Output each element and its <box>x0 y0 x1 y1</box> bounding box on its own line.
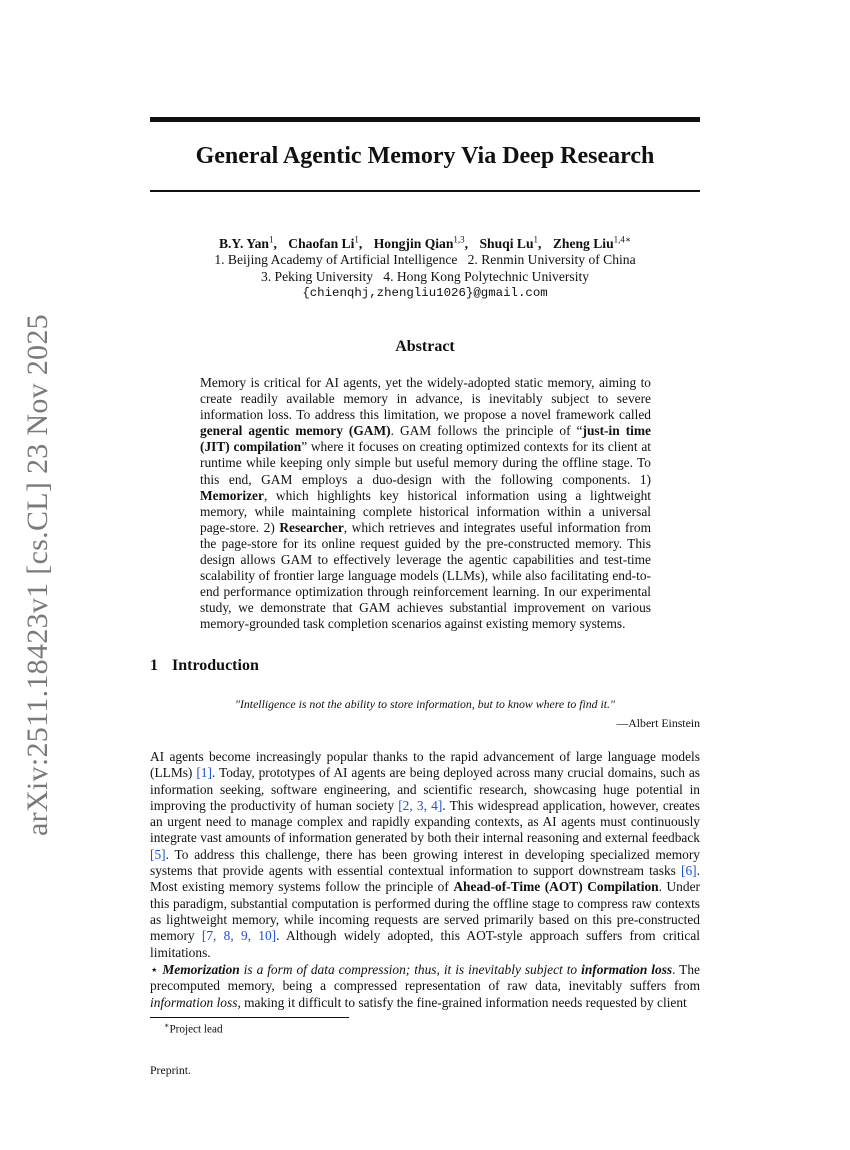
contact-email[interactable]: {chienqhj,zhengliu1026}@gmail.com <box>302 286 548 301</box>
title-top-rule <box>150 117 700 122</box>
footnote: ∗Project lead <box>164 1021 223 1036</box>
author: Zheng Liu$^{1,4∗}$ <box>552 234 632 251</box>
epigraph-quote: "Intelligence is not the ability to store information, but to know where to find it." <box>235 697 615 711</box>
author: Chaofan Li$^1$, <box>288 234 363 251</box>
citation-link[interactable]: [7, 8, 9, 10] <box>201 928 277 944</box>
title-bottom-rule <box>150 190 700 192</box>
star-bullet-icon: ⋆ <box>150 962 163 977</box>
section-heading: 1 Introduction <box>150 657 259 674</box>
author: Hongjin Qian$^{1,3}$, <box>373 234 469 251</box>
page-footer: Preprint. <box>150 1063 191 1077</box>
citation-link[interactable]: [5] <box>150 846 166 862</box>
author-block <box>150 231 700 302</box>
arxiv-identifier: arXiv:2511.18423v1 [cs.CL] 23 Nov 2025 <box>21 314 54 836</box>
author: B.Y. Yan$^1$, <box>218 234 277 251</box>
affiliations-line: 1. Beijing Academy of Artificial Intelligence 2. Renmin University of China <box>214 252 636 268</box>
affiliations-line: 3. Peking University 4. Hong Kong Polytechnic University <box>260 268 590 284</box>
footnote-rule <box>150 1017 349 1018</box>
citation-link[interactable]: [1] <box>196 765 212 781</box>
author-names <box>150 231 700 252</box>
citation-link[interactable]: [2, 3, 4] <box>398 797 443 813</box>
abstract-heading: Abstract <box>395 338 455 355</box>
author: Shuqi Lu$^1$, <box>479 234 542 251</box>
arxiv-sidebar-stamp <box>16 314 60 836</box>
abstract-text: Memory is critical for AI agents, yet the widely-adopted static memory, aiming to create readily available memory in advance, is inevitably subject to severe information loss. To address this limitation, we propose a novel framework called general agentic memory (GAM). GAM follows the principle of “just-in time (JIT) compilation” where it focuses on creating optimized contexts for its client at runtime while keeping only simple but useful memory during the offline stage. To this end, GAM employs a duo-design with the following components. 1) Memorizer, which highlights key historical information using a lightweight memory, while maintaining complete historical information within a universal page-store. 2) Researcher, which retrieves and integrates useful information from the page-store for its online request guided by the pre-constructed memory. This design allows GAM to effectively leverage the agentic capabilities and test-time scalability of frontier large language models (LLMs), while also facilitating end-to-end performance optimization through reinforcement learning. In our experimental study, we demonstrate that GAM achieves substantial improvement on various memory-grounded task completion scenarios against existing memory systems. <box>200 375 651 632</box>
intro-paragraph: AI agents become increasingly popular thanks to the rapid advancement of large language models (LLMs) [1]. Today, prototypes of AI agents are being deployed across many crucial domains, such as information seeking, software engineering, and scientific research, showcasing huge potential in improving the productivity of human society [2, 3, 4]. This widespread application, however, creates an urgent need to manage complex and rapidly expanding contexts, as AI agents must continuously integrate vast amounts of information generated by both their internal reasoning and external feedback [5]. To address this challenge, there has been growing interest in developing specialized memory systems that provide agents with essential contextual information to support downstream tasks [6]. Most existing memory systems follow the principle of Ahead-of-Time (AOT) Compilation. Under this paradigm, substantial computation is performed during the offline stage to compress raw contexts as lightweight memory, while incoming requests are served primarily based on this pre-constructed memory [7, 8, 9, 10]. Although widely adopted, this AOT-style approach suffers from critical limitations. <box>150 749 701 960</box>
epigraph-attribution: —Albert Einstein <box>616 716 700 730</box>
paper-title: General Agentic Memory Via Deep Research <box>195 143 655 169</box>
limitation-paragraph: ⋆ Memorization is a form of data compression; thus, it is inevitably subject to information loss. The precomputed memory, being a compressed representation of raw data, inevitably suffers from information loss, making it difficult to satisfy the fine-grained information needs requested by client <box>150 962 700 1010</box>
citation-link[interactable]: [6] <box>681 863 697 879</box>
